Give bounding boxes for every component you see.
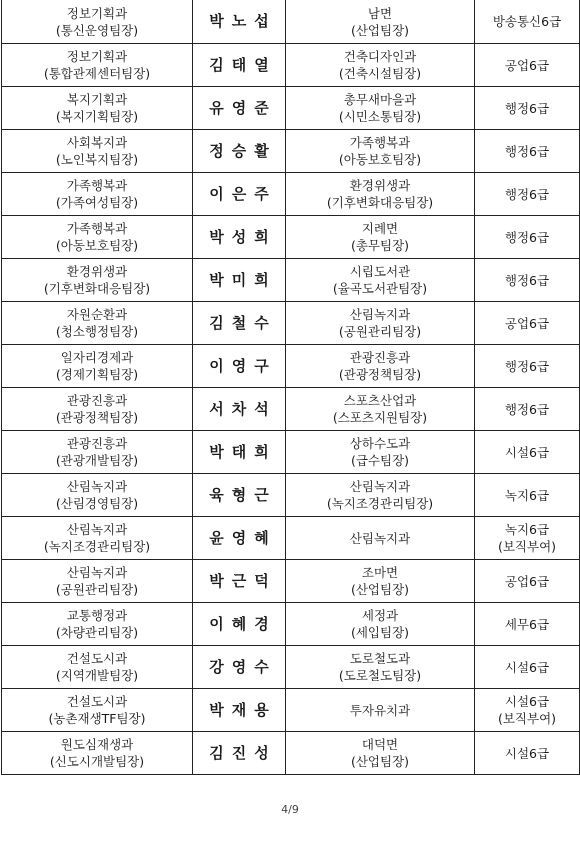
current-dept-cell-line: (지역개발팀장) — [55, 668, 139, 683]
current-dept-cell — [2, 130, 192, 172]
person-name-cell — [192, 732, 285, 774]
current-dept-cell-line: 복지기획과 — [66, 92, 128, 107]
new-dept-cell — [285, 474, 474, 516]
current-dept-cell — [2, 517, 192, 559]
new-dept-cell — [285, 87, 474, 129]
grade-cell — [474, 130, 579, 172]
current-dept-cell-line: 원도심재생과 — [60, 737, 134, 752]
new-dept-cell — [285, 0, 474, 43]
new-dept-cell — [285, 431, 474, 473]
table-row — [2, 43, 579, 86]
grade-cell-line: 행정6급 — [504, 358, 550, 374]
current-dept-cell — [2, 560, 192, 602]
current-dept-cell-line: (신도시개발팀장) — [49, 754, 145, 769]
new-dept-cell-line: (건축시설팀장) — [338, 66, 422, 81]
new-dept-cell-line: (관광정책팀장) — [338, 367, 422, 382]
person-name-cell-line: 김철수 — [209, 313, 277, 332]
new-dept-cell-line: 시립도서관 — [349, 264, 411, 279]
grade-cell — [474, 689, 579, 731]
person-name-cell-line: 정승활 — [209, 141, 277, 160]
grade-cell-line: 세무6급 — [504, 616, 550, 632]
grade-cell — [474, 345, 579, 387]
grade-cell — [474, 732, 579, 774]
person-name-cell — [192, 259, 285, 301]
new-dept-cell-line: 산림녹지과 — [349, 479, 411, 494]
new-dept-cell — [285, 44, 474, 86]
new-dept-cell-line: (시민소통팀장) — [338, 109, 422, 124]
grade-cell-line: 녹지6급 — [504, 487, 550, 503]
current-dept-cell-line: 환경위생과 — [66, 264, 128, 279]
new-dept-cell-line: (스포츠지원팀장) — [332, 410, 428, 425]
grade-cell — [474, 173, 579, 215]
person-name-cell-line: 박노섭 — [209, 12, 277, 30]
person-name-cell — [192, 0, 285, 43]
new-dept-cell-line: 도로철도과 — [349, 651, 411, 666]
new-dept-cell — [285, 603, 474, 645]
new-dept-cell-line: 남면 — [367, 5, 393, 21]
grade-cell-line: 시설6급 — [504, 745, 550, 761]
table-row — [2, 258, 579, 301]
current-dept-cell — [2, 345, 192, 387]
current-dept-cell-line: (가족여성팀장) — [55, 195, 139, 210]
current-dept-cell — [2, 431, 192, 473]
current-dept-cell-line: 일자리경제과 — [60, 350, 134, 365]
current-dept-cell-line: 산림녹지과 — [66, 479, 128, 494]
new-dept-cell-line: 대덕면 — [361, 737, 399, 752]
current-dept-cell-line: (복지기획팀장) — [55, 109, 139, 124]
new-dept-cell — [285, 646, 474, 688]
table-row — [2, 731, 579, 774]
person-name-cell — [192, 302, 285, 344]
personnel-table — [1, 0, 580, 775]
current-dept-cell-line: 산림녹지과 — [66, 522, 128, 537]
person-name-cell-line: 이은주 — [209, 184, 277, 203]
person-name-cell — [192, 689, 285, 731]
grade-cell — [474, 0, 579, 43]
grade-cell — [474, 603, 579, 645]
person-name-cell — [192, 431, 285, 473]
grade-cell — [474, 388, 579, 430]
grade-cell-line: 시설6급 — [504, 444, 550, 460]
table-row — [2, 215, 579, 258]
grade-cell-line: 방송통신6급 — [492, 14, 562, 29]
new-dept-cell — [285, 689, 474, 731]
current-dept-cell-line: 교통행정과 — [66, 608, 128, 623]
grade-cell — [474, 216, 579, 258]
current-dept-cell-line: (차량관리팀장) — [55, 625, 139, 640]
person-name-cell-line: 박근덕 — [209, 571, 277, 590]
person-name-cell — [192, 474, 285, 516]
person-name-cell — [192, 646, 285, 688]
new-dept-cell-line: (세입팀장) — [350, 625, 410, 640]
grade-cell-line: 행정6급 — [504, 229, 550, 245]
current-dept-cell-line: 관광진흥과 — [66, 393, 128, 408]
new-dept-cell-line: 세정과 — [361, 608, 399, 623]
person-name-cell-line: 이혜경 — [209, 614, 277, 633]
current-dept-cell — [2, 646, 192, 688]
current-dept-cell-line: (아동보호팀장) — [55, 238, 139, 253]
current-dept-cell-line: 사회복지과 — [66, 135, 128, 150]
person-name-cell-line: 박재용 — [209, 700, 277, 719]
new-dept-cell — [285, 302, 474, 344]
current-dept-cell-line: 자원순환과 — [66, 307, 128, 322]
person-name-cell-line: 윤영혜 — [209, 528, 277, 547]
current-dept-cell-line: 정보기획과 — [66, 5, 128, 21]
page-number: 4/9 — [281, 803, 299, 816]
new-dept-cell-line: 지례면 — [361, 221, 399, 236]
current-dept-cell-line: (통신운영팀장) — [55, 22, 139, 38]
new-dept-cell-line: (총무팀장) — [350, 238, 410, 253]
grade-cell-line: 행정6급 — [504, 401, 550, 417]
new-dept-cell-line: (녹지조경관리팀장) — [326, 496, 434, 511]
new-dept-cell-line: (산업팀장) — [350, 582, 410, 597]
table-row — [2, 387, 579, 430]
grade-cell-line: 행정6급 — [504, 100, 550, 116]
person-name-cell — [192, 130, 285, 172]
new-dept-cell-line: 가족행복과 — [349, 135, 411, 150]
current-dept-cell-line: 산림녹지과 — [66, 565, 128, 580]
new-dept-cell-line: (아동보호팀장) — [338, 152, 422, 167]
person-name-cell — [192, 603, 285, 645]
grade-cell-line: 공업6급 — [504, 57, 550, 73]
new-dept-cell — [285, 173, 474, 215]
grade-cell — [474, 646, 579, 688]
grade-cell — [474, 517, 579, 559]
table-row — [2, 559, 579, 602]
grade-cell — [474, 87, 579, 129]
person-name-cell — [192, 345, 285, 387]
grade-cell-line: 녹지6급 — [504, 522, 550, 537]
new-dept-cell-line: 산림녹지과 — [349, 307, 411, 322]
grade-cell-line: 행정6급 — [504, 186, 550, 202]
current-dept-cell — [2, 689, 192, 731]
current-dept-cell-line: (산림경영팀장) — [55, 496, 139, 511]
new-dept-cell — [285, 345, 474, 387]
new-dept-cell-line: 투자유치과 — [349, 702, 411, 718]
person-name-cell-line: 김태열 — [209, 55, 277, 74]
current-dept-cell-line: 가족행복과 — [66, 221, 128, 236]
current-dept-cell — [2, 474, 192, 516]
new-dept-cell-line: (율곡도서관팀장) — [332, 281, 428, 296]
new-dept-cell-line: 조마면 — [361, 565, 399, 580]
new-dept-cell — [285, 517, 474, 559]
new-dept-cell-line: (기후변화대응팀장) — [326, 195, 434, 210]
new-dept-cell-line: (산업팀장) — [350, 22, 410, 38]
current-dept-cell-line: (청소행정팀장) — [55, 324, 139, 339]
new-dept-cell-line: (도로철도팀장) — [338, 668, 422, 683]
current-dept-cell — [2, 0, 192, 43]
current-dept-cell — [2, 388, 192, 430]
current-dept-cell — [2, 302, 192, 344]
table-row — [2, 86, 579, 129]
current-dept-cell-line: (노인복지팀장) — [55, 152, 139, 167]
table-row — [2, 516, 579, 559]
grade-cell — [474, 474, 579, 516]
grade-cell-line: (보직부여) — [497, 711, 557, 726]
table-row — [2, 473, 579, 516]
current-dept-cell-line: 정보기획과 — [66, 49, 128, 64]
current-dept-cell — [2, 173, 192, 215]
person-name-cell-line: 강영수 — [209, 657, 277, 676]
current-dept-cell-line: (통합관제센터팀장) — [43, 66, 151, 81]
table-row — [2, 430, 579, 473]
person-name-cell — [192, 87, 285, 129]
person-name-cell-line: 유영준 — [209, 98, 277, 117]
current-dept-cell — [2, 259, 192, 301]
person-name-cell — [192, 388, 285, 430]
grade-cell-line: (보직부여) — [497, 539, 557, 554]
person-name-cell-line: 육형근 — [209, 485, 277, 504]
new-dept-cell-line: 환경위생과 — [349, 178, 411, 193]
new-dept-cell — [285, 216, 474, 258]
current-dept-cell-line: (농촌재생TF팀장) — [48, 711, 146, 726]
grade-cell — [474, 302, 579, 344]
new-dept-cell-line: (산업팀장) — [350, 754, 410, 769]
current-dept-cell — [2, 44, 192, 86]
new-dept-cell-line: (급수팀장) — [350, 453, 410, 468]
grade-cell-line: 공업6급 — [504, 573, 550, 589]
grade-cell — [474, 44, 579, 86]
grade-cell — [474, 431, 579, 473]
grade-cell-line: 행정6급 — [504, 143, 550, 159]
new-dept-cell-line: 관광진흥과 — [349, 350, 411, 365]
new-dept-cell-line: 건축디자인과 — [343, 49, 417, 64]
person-name-cell-line: 김진성 — [209, 743, 277, 762]
person-name-cell-line: 서차석 — [209, 399, 277, 418]
new-dept-cell — [285, 560, 474, 602]
new-dept-cell-line: 산림녹지과 — [349, 530, 411, 546]
person-name-cell — [192, 517, 285, 559]
current-dept-cell-line: (관광정책팀장) — [55, 410, 139, 425]
current-dept-cell — [2, 87, 192, 129]
person-name-cell-line: 박성희 — [209, 227, 277, 246]
current-dept-cell-line: 관광진흥과 — [66, 436, 128, 451]
current-dept-cell-line: (경제기획팀장) — [55, 367, 139, 382]
person-name-cell-line: 박태희 — [209, 442, 277, 461]
person-name-cell-line: 박미희 — [209, 270, 277, 289]
person-name-cell-line: 이영구 — [209, 356, 277, 375]
new-dept-cell — [285, 732, 474, 774]
grade-cell — [474, 560, 579, 602]
current-dept-cell-line: (관광개발팀장) — [55, 453, 139, 468]
current-dept-cell-line: 건설도시과 — [66, 651, 128, 666]
person-name-cell — [192, 173, 285, 215]
current-dept-cell-line: (녹지조경관리팀장) — [43, 539, 151, 554]
table-row — [2, 172, 579, 215]
person-name-cell — [192, 560, 285, 602]
new-dept-cell-line: (공원관리팀장) — [338, 324, 422, 339]
current-dept-cell-line: (기후변화대응팀장) — [43, 281, 151, 296]
new-dept-cell-line: 상하수도과 — [349, 436, 411, 451]
new-dept-cell-line: 총무새마을과 — [343, 92, 417, 107]
person-name-cell — [192, 44, 285, 86]
new-dept-cell — [285, 388, 474, 430]
current-dept-cell-line: 가족행복과 — [66, 178, 128, 193]
new-dept-cell — [285, 130, 474, 172]
current-dept-cell-line: 건설도시과 — [66, 694, 128, 709]
table-row — [2, 645, 579, 688]
current-dept-cell — [2, 216, 192, 258]
grade-cell-line: 공업6급 — [504, 315, 550, 331]
current-dept-cell-line: (공원관리팀장) — [55, 582, 139, 597]
grade-cell-line: 시설6급 — [504, 659, 550, 675]
current-dept-cell — [2, 603, 192, 645]
grade-cell-line: 행정6급 — [504, 272, 550, 288]
table-row — [2, 344, 579, 387]
table-row — [2, 301, 579, 344]
grade-cell — [474, 259, 579, 301]
new-dept-cell — [285, 259, 474, 301]
table-row — [2, 688, 579, 731]
new-dept-cell-line: 스포츠산업과 — [343, 393, 417, 408]
table-row — [2, 602, 579, 645]
current-dept-cell — [2, 732, 192, 774]
person-name-cell — [192, 216, 285, 258]
grade-cell-line: 시설6급 — [504, 694, 550, 709]
table-row — [2, 0, 579, 43]
table-row — [2, 129, 579, 172]
